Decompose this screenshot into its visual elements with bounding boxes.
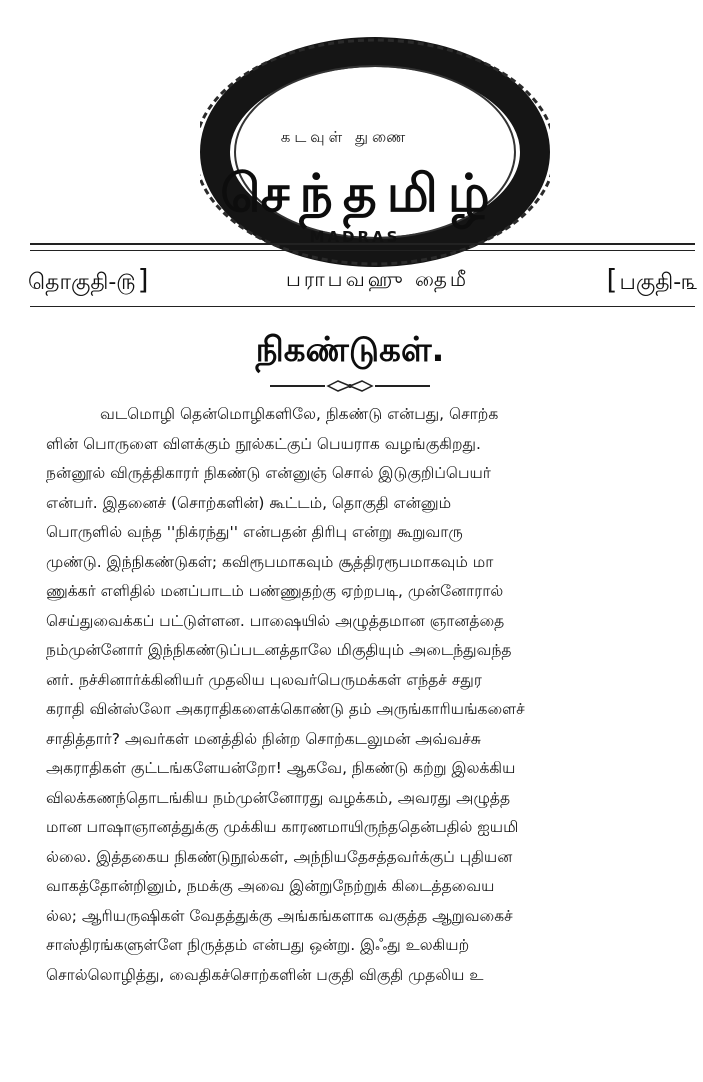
masthead-title: செந்தமிழ் [220,164,500,224]
header-rule [30,243,695,245]
text-line: பொருளில் வந்த ''நிக்ரந்து'' என்பதன் திரிபு என்று கூறுவாரு [46,523,463,541]
text-line: னர். நச்சினார்க்கினியர் முதலிய புலவர்பெருமக்கள் எந்தச் சதுர [46,670,482,689]
title-ornament [270,378,430,392]
text-line: விலக்கணந்தொடங்கிய நம்முன்னோரது வழக்கம், அவரது அழுத்த [46,788,511,807]
invocation-text: கடவுள் துணை [280,128,410,146]
article-title: நிகண்டுகள். [255,330,445,370]
text-line: சொல்லொழித்து, வைதிகச்சொற்களின் பகுதி விகுதி முதலிய உ [46,965,484,984]
text-line: ணுக்கர் எளிதில் மனப்பாடம் பண்ணுதற்கு ஏற்றபடி, முன்னோரால் [46,582,504,600]
text-line: கராதி வின்ஸ்லோ அகராதிகளைக்கொண்டு தம் அருங்காரியங்களைச் [46,700,525,718]
text-line: சாஸ்திரங்களுள்ளே நிருத்தம் என்பது ஒன்று. இஃது உலகியற் [46,936,470,954]
article-body [46,400,668,990]
text-line: அகராதிகள் குட்டங்களேயன்றோ! ஆகவே, நிகண்டு கற்று இலக்கிய [46,759,516,777]
text-line: வாகத்தோன்றினும், நமக்கு அவை இன்றுநேற்றுக் கிடைத்தவைய [46,877,495,895]
text-line: செய்துவைக்கப் பட்டுள்ளன. பாஷையில் அழுத்தமான ஞானத்தை [46,611,505,630]
text-line: ளின் பொருளை விளக்கும் நூல்கட்குப் பெயராக வழங்குகிறது. [46,434,481,453]
stamp-city-label: MADRAS [309,228,401,246]
text-line: முண்டு. இந்நிகண்டுகள்; கவிரூபமாகவும் சூத்திரரூபமாகவும் மா [46,552,494,571]
issue-date: பராபவஹு தைமீ [286,266,470,291]
text-line: சாதித்தார்? அவர்கள் மனத்தில் நின்ற சொற்கடலுமன் அவ்வச்சு [46,729,481,748]
header-rule-thin [30,250,695,251]
text-line: வடமொழி தென்மொழிகளிலே, நிகண்டு என்பது, சொற்க [100,405,499,423]
issue-bar [28,262,698,298]
text-line: மான பாஷாஞானத்துக்கு முக்கிய காரணமாயிருந்ததென்பதில் ஐயமி [46,818,519,836]
volume-label: தொகுதி-௫ ] [28,263,149,298]
text-line: ல்லை. இத்தகைய நிகண்டுநூல்கள், அந்நியதேசத்தவர்க்குப் புதியன [46,847,513,866]
text-line: என்பர். இதனைச் (சொற்களின்) கூட்டம், தொகுதி என்னும் [46,493,452,512]
issue-bar-rule [30,306,695,307]
part-label: [ பகுதி-௩ [607,263,698,298]
text-line: ல்ல; ஆரியருஷிகள் வேதத்துக்கு அங்கங்களாக வகுத்த ஆறுவகைச் [46,906,513,925]
text-line: நன்னூல் விருத்திகாரர் நிகண்டு என்னுஞ் சொல் இடுகுறிப்பெயர் [46,464,491,482]
text-line: நம்முன்னோர் இந்நிகண்டுப்படனத்தாலே மிகுதியும் அடைந்துவந்த [46,641,512,659]
